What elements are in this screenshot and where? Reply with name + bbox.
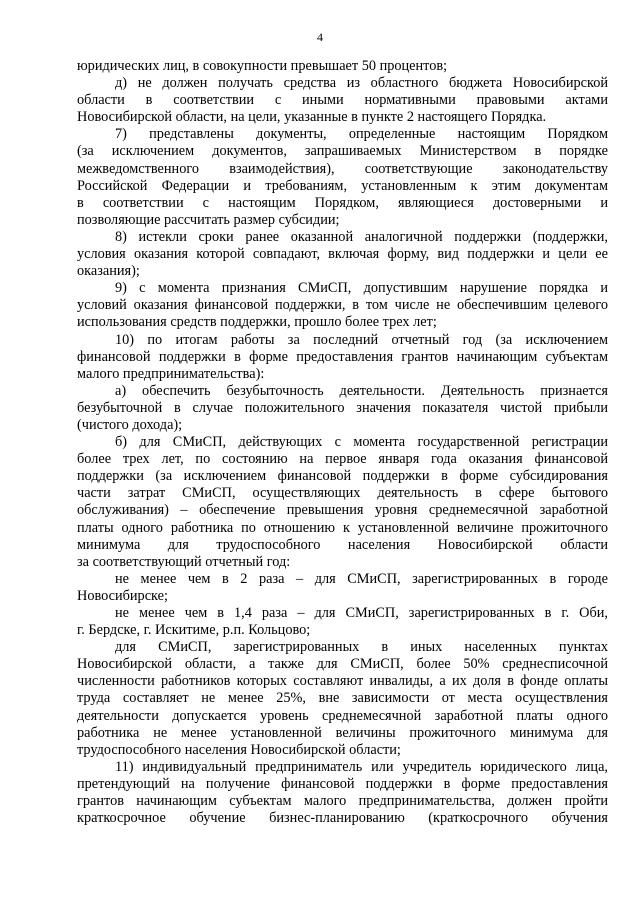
text-line: для СМиСП, зарегистрированных в иных населенных пунктах — [115, 639, 608, 656]
text-line: труда составляет не менее 25%, вне зависимости от места осуществления — [77, 690, 608, 707]
text-line: межведомственного взаимодействия), соответствующие законодательству — [77, 160, 608, 177]
text-line: (чистого дохода); — [77, 416, 183, 433]
text-line: 8) истекли сроки ранее оказанной аналогичной поддержки (поддержки, — [115, 228, 608, 245]
text-line: 7) представлены документы, определенные настоящим Порядком — [115, 126, 608, 143]
text-line: а) обеспечить безубыточность деятельности. Деятельность признается — [115, 382, 608, 399]
text-line: не менее чем в 1,4 раза – для СМиСП, зарегистрированных в г. Оби, — [115, 605, 608, 621]
document-body — [77, 58, 608, 827]
text-line: малого предпринимательства): — [77, 365, 265, 382]
text-line: б) для СМиСП, действующих с момента государственной регистрации — [115, 434, 608, 451]
text-line: использования средств поддержки, прошло более трех лет; — [77, 314, 437, 331]
text-line: обслуживания) – обеспечение превышения уровня среднемесячной заработной — [77, 502, 608, 519]
text-line: претендующий на получение финансовой поддержки в форме предоставления — [77, 775, 608, 792]
text-line: юридических лиц, в совокупности превышает 50 процентов; — [77, 58, 448, 74]
text-line: Российской Федерации и требованиям, установленным к этим документам — [77, 177, 608, 194]
text-line: Новосибирской области, на цели, указанные в пункте 2 настоящего Порядка. — [77, 109, 547, 126]
text-line: деятельности допускается уровень среднемесячной заработной платы одного — [77, 707, 608, 724]
text-line: условий оказания финансовой поддержки, в том числе не обеспечившим целевого — [77, 297, 608, 314]
text-line: не менее чем в 2 раза – для СМиСП, зарегистрированных в городе — [115, 570, 608, 587]
text-line: оказания); — [77, 263, 140, 280]
text-line: Новосибирске; — [77, 587, 168, 604]
text-line: безубыточной в случае положительного значения показателя чистой прибыли — [77, 399, 608, 416]
text-line: численности работников которых составляют инвалиды, а их доля в фонде оплаты — [77, 673, 608, 690]
text-line: области в соответствии с иными нормативными правовыми актами — [77, 92, 608, 109]
text-line: платы одного работника по отношению к установленной величине прожиточного — [77, 519, 608, 536]
text-line: 10) по итогам работы за последний отчетный год (за исключением — [115, 331, 608, 348]
text-line: Новосибирской области, а также для СМиСП, более 50% среднесписочной — [77, 656, 608, 673]
text-line: 9) с момента признания СМиСП, допустившим нарушение порядка и — [115, 280, 608, 297]
text-line: работника не менее установленной величины прожиточного минимума для — [77, 724, 608, 741]
text-line: г. Бердске, г. Искитиме, р.п. Кольцово; — [77, 622, 311, 639]
text-line: в соответствии с настоящим Порядком, являющиеся достоверными и — [77, 194, 608, 211]
text-line: грантов начинающим субъектам малого предпринимательства, должен пройти — [77, 793, 608, 810]
text-line: поддержки (за исключением финансовой поддержки в форме субсидирования — [77, 468, 608, 485]
text-line: финансовой поддержки в форме предоставления грантов начинающим субъектам — [77, 348, 608, 365]
text-line: за соответствующий отчетный год: — [77, 553, 291, 570]
text-line: краткосрочное обучение бизнес-планированию (краткосрочного обучения — [77, 810, 608, 827]
text-line: более трех лет, по состоянию на первое января года оказания финансовой — [77, 451, 608, 468]
text-line: позволяющие рассчитать размер субсидии; — [77, 211, 340, 228]
text-line: 11) индивидуальный предприниматель или учредитель юридического лица, — [115, 758, 608, 775]
text-line: трудоспособного населения Новосибирской области; — [77, 741, 401, 758]
text-line: д) не должен получать средства из областного бюджета Новосибирской — [115, 75, 608, 92]
text-line: минимума для трудоспособного населения Новосибирской области — [77, 536, 608, 553]
text-line: части затрат СМиСП, осуществляющих деятельность в сфере бытового — [77, 485, 608, 502]
page-number: 4 — [317, 30, 323, 44]
text-line: условия оказания которой совпадают, включая форму, вид поддержки и цели ее — [77, 246, 608, 263]
text-line: (за исключением документов, запрашиваемых Министерством в порядке — [77, 143, 608, 160]
